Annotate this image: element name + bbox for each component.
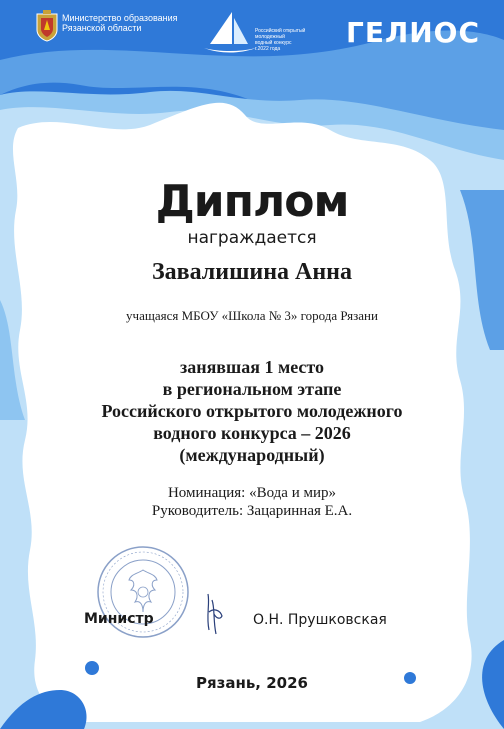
school-line: учащаяся МБОУ «Школа № 3» города Рязани	[126, 308, 378, 323]
ministry-line-2: Рязанской области	[62, 23, 142, 33]
contest-line: г.2022 года	[255, 46, 281, 52]
contest-line: молодежный	[255, 34, 285, 40]
achievement-line: водного конкурса – 2026	[153, 423, 351, 443]
handwritten-signature	[200, 590, 230, 638]
contest-line: Российский открытый	[255, 28, 306, 34]
achievement-line: (международный)	[179, 445, 325, 465]
ministry-line-1: Министерство образования	[62, 13, 178, 23]
achievement-block	[0, 356, 504, 466]
place-and-date: Рязань, 2026	[196, 674, 308, 692]
signatory-role: Министр	[84, 611, 154, 627]
contest-logo-text	[255, 28, 315, 52]
nomination-block	[0, 484, 504, 520]
brand-logo: ГЕЛИОС	[346, 16, 481, 49]
supervisor-line: Руководитель: Зацаринная Е.А.	[151, 503, 353, 519]
ministry-name	[62, 13, 178, 33]
diploma-title: Диплом	[155, 176, 349, 227]
achievement-line: Российского открытого молодежного	[101, 401, 403, 421]
achievement-line: в региональном этапе	[162, 379, 342, 399]
achievement-line: занявшая 1 место	[179, 357, 325, 377]
header-logos	[0, 0, 504, 70]
contest-line: водный конкурс	[255, 40, 292, 46]
awarded-label: награждается	[187, 228, 317, 248]
nomination-line: Номинация: «Вода и мир»	[167, 485, 337, 501]
coat-of-arms-icon	[35, 10, 59, 42]
signatory-name: О.Н. Прушковская	[253, 612, 387, 628]
sailboat-logo-icon	[200, 8, 260, 56]
recipient-name: Завалишина Анна	[151, 259, 353, 285]
